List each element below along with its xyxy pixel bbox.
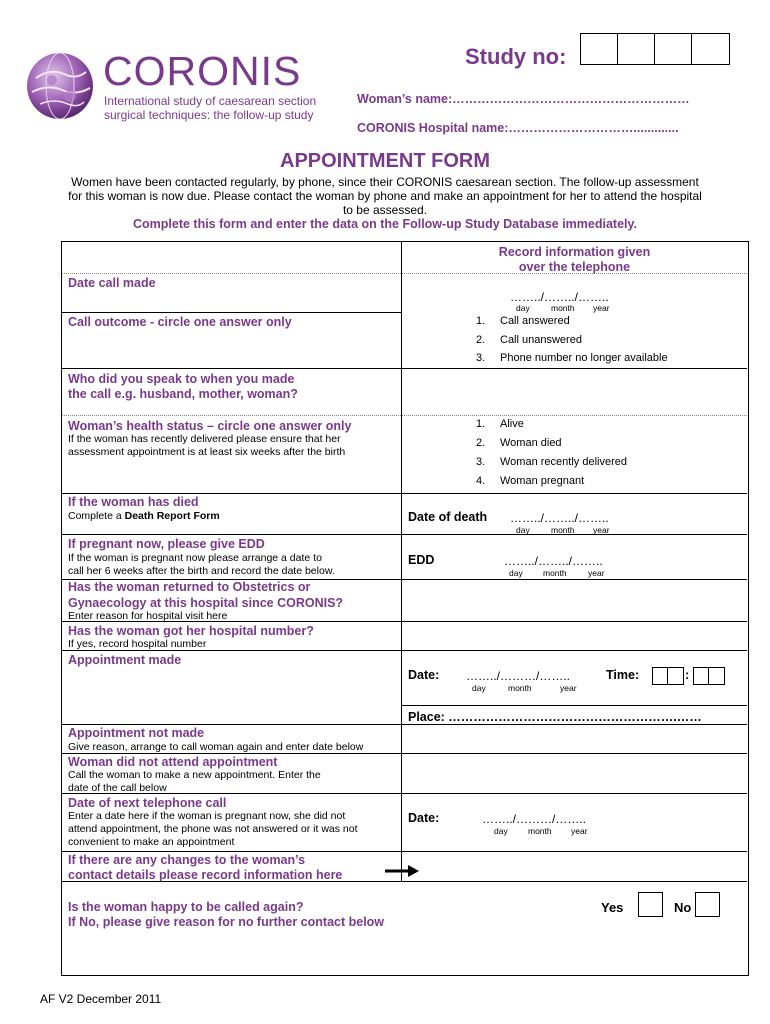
record-info-header-2: over the telephone [518, 260, 631, 274]
appointment-not-made-label: Appointment not made [68, 726, 205, 740]
not-made-reason-field[interactable] [402, 725, 747, 753]
yes-label: Yes [601, 900, 624, 915]
health-status-label: Woman’s health status – circle one answer only [68, 419, 352, 433]
pregnant-label: If pregnant now, please give EDD [68, 537, 265, 551]
death-report-form-link: Death Report Form [124, 510, 220, 522]
no-contact-reason-field[interactable] [68, 934, 740, 970]
record-info-header-1: Record information given [498, 245, 651, 259]
study-no-box-1[interactable] [580, 33, 619, 65]
logo-subtitle-2: surgical techniques: the follow-up study [104, 108, 314, 122]
appointment-place-field[interactable]: Place: ……………………………………………….…… [408, 710, 702, 724]
appointment-date-field[interactable]: ……../………/…….. [466, 669, 571, 683]
option-woman-died[interactable]: Woman died [500, 437, 562, 449]
returned-label-2: Gynaecology at this hospital since CORONIS? [68, 596, 344, 610]
study-no-box-4[interactable] [691, 33, 730, 65]
intro-line-2: for this woman is now due. Please contact the woman by phone and make an appointment for her to attend the hospital [68, 189, 702, 203]
yes-checkbox[interactable] [638, 892, 663, 917]
option-woman-pregnant[interactable]: Woman pregnant [500, 475, 585, 487]
study-no-label: Study no: [465, 44, 567, 69]
study-no-box-2[interactable] [617, 33, 656, 65]
intro-line-3: to be assessed. [342, 203, 428, 217]
happy-label-2: If No, please give reason for no further contact below [68, 915, 385, 929]
time-minute-box-2[interactable] [708, 667, 725, 685]
next-call-label: Date of next telephone call [68, 796, 227, 810]
died-label: If the woman has died [68, 495, 199, 509]
next-call-date-field[interactable]: ……../………/…….. [482, 812, 587, 826]
changes-label-1: If there are any changes to the woman’s [68, 853, 306, 867]
time-hour-box-2[interactable] [667, 667, 684, 685]
appointment-time-label: Time: [606, 668, 640, 682]
option-call-answered[interactable]: Call answered [500, 315, 570, 327]
hospital-name-field[interactable]: CORONIS Hospital name:…………………………............. [357, 121, 679, 135]
date-call-field[interactable]: ……../……../…….. [510, 290, 609, 304]
hospital-number-label: Has the woman got her hospital number? [68, 624, 314, 638]
appointment-date-label: Date: [408, 668, 440, 682]
who-spoke-label-2: the call e.g. husband, mother, woman? [68, 387, 298, 401]
returned-label-1: Has the woman returned to Obstetrics or [68, 580, 311, 594]
option-alive[interactable]: Alive [500, 418, 524, 430]
happy-label-1: Is the woman happy to be called again? [68, 900, 304, 914]
option-number-unavailable[interactable]: Phone number no longer available [500, 352, 668, 364]
next-call-date-label: Date: [408, 811, 440, 825]
study-no-box-3[interactable] [654, 33, 693, 65]
who-spoke-label-1: Who did you speak to when you made [68, 372, 295, 386]
no-checkbox[interactable] [695, 892, 720, 917]
appointment-made-label: Appointment made [68, 653, 182, 667]
footer-version: AF V2 December 2011 [40, 992, 162, 1006]
instruction-text: Complete this form and enter the data on the Follow-up Study Database immediately. [132, 217, 637, 231]
logo-subtitle-1: International study of caesarean section [104, 94, 317, 108]
logo-title: CORONIS [103, 48, 302, 94]
date-of-death-label: Date of death [408, 510, 488, 524]
edd-field[interactable]: ……../……../…….. [504, 554, 603, 568]
globe-icon [24, 50, 96, 122]
call-outcome-label: Call outcome - circle one answer only [68, 315, 292, 329]
date-of-death-field[interactable]: ……../……../…….. [510, 511, 609, 525]
form-title: APPOINTMENT FORM [280, 150, 490, 172]
hospital-number-field[interactable] [402, 622, 747, 650]
edd-label: EDD [408, 553, 435, 567]
changes-label-2: contact details please record information here [68, 868, 343, 882]
column-divider [401, 241, 402, 881]
arrow-right-icon [384, 864, 420, 878]
date-call-label: Date call made [68, 276, 156, 290]
no-label: No [674, 900, 692, 915]
intro-line-1: Women have been contacted regularly, by phone, since their CORONIS caesarean section. The follow-up assessment [71, 175, 699, 189]
womans-name-field[interactable]: Woman’s name:………………………………………………… [357, 92, 690, 106]
hospital-visit-field[interactable] [402, 580, 747, 621]
option-call-unanswered[interactable]: Call unanswered [500, 334, 582, 346]
contact-changes-field[interactable] [420, 852, 747, 881]
who-spoke-field[interactable] [402, 369, 747, 415]
option-recently-delivered[interactable]: Woman recently delivered [500, 456, 627, 468]
did-not-attend-label: Woman did not attend appointment [68, 755, 278, 769]
